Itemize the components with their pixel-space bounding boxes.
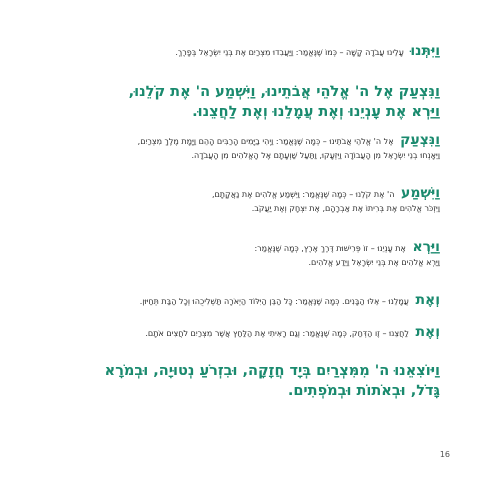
paragraph-2 xyxy=(40,133,440,163)
paragraph-5 xyxy=(40,293,440,309)
paragraph-6 xyxy=(40,325,440,341)
lead-word: וְאֶת xyxy=(415,293,440,308)
paragraph-line xyxy=(40,186,440,202)
page-number: 16 xyxy=(439,450,450,459)
verse-line: וַנִּצְעַק אֶל ה' אֱלֹהֵי אֲבֹתֵינוּ, וַיִּשְׁמַע ה' אֶת קֹלֵנוּ, xyxy=(128,84,440,100)
paragraph-1 xyxy=(40,44,440,60)
verse-line: וַיּוֹצִאֵנוּ ה' מִמִּצְרַיִם בְּיָד חֲזָקָה, וּבִזְרֹעַ נְטוּיָה, וּבְמֹרָא xyxy=(104,363,440,379)
paragraph-line-2: וַיִּזְכֹּר אֱלֹהִים אֶת בְּרִיתוֹ אֶת אַבְרָהָם, אֶת יִצְחָק וְאֶת יַעֲקֹב. xyxy=(251,204,440,213)
lead-word: וַנִּצְעַק xyxy=(400,133,440,148)
verse-line: גָּדֹל, וּבְאֹתוֹת וּבְמֹפְתִים. xyxy=(287,383,440,399)
paragraph-text: אֶת עָנְיֵנוּ – זוֹ פְּרִישׁוּת דֶּרֶךְ אֶרֶץ, כְּמָה שֶׁנֶּאֱמַר: xyxy=(254,244,406,253)
paragraph-line xyxy=(40,44,440,60)
paragraph-text: אֶל ה' אֱלֹהֵי אֲבֹתֵינוּ – כְּמָה שֶׁנֶּאֱמַר: וַיְהִי בַיָּמִים הָרַבִּים הָהֵם וַיָּמָת מֶלֶךְ מִצְרַיִם, xyxy=(137,137,394,146)
verse-1 xyxy=(40,82,440,122)
paragraph-3 xyxy=(40,186,440,216)
paragraph-text: ה' אֶת קֹלֵנוּ – כְּמָה שֶׁנֶּאֱמַר: וַיִּשְׁמַע אֱלֹהִים אֶת נַאֲקָתָם, xyxy=(211,190,395,199)
lead-word: וְאֶת xyxy=(415,325,440,340)
paragraph-line-2: וַיַּרְא אֱלֹהִים אֶת בְּנֵי יִשְׂרָאֵל וַיֵּדַע אֱלֹהִים. xyxy=(308,258,440,267)
paragraph-line-2: וַיֵּאָנְחוּ בְנֵי יִשְׂרָאֵל מִן הָעֲבוֹדָה וַיִּזְעָקוּ, וַתַּעַל שַׁוְעָתָם אֶל הָאֱלֹהִים מִן הָעֲבֹדָה. xyxy=(191,151,440,160)
paragraph-line xyxy=(40,240,440,256)
paragraph-line xyxy=(40,133,440,149)
paragraph-text: עֲמָלֵנוּ – אֵלּוּ הַבָּנִים. כְּמָה שֶׁנֶּאֱמַר: כָּל הַבֵּן הַיִּלּוֹד הַיְאֹרָה תַּשְׁלִיכֻהוּ וְכָל הַבַּת תְּחַיּוּן. xyxy=(139,297,409,306)
verse-2 xyxy=(40,361,440,401)
paragraph-line xyxy=(40,293,440,309)
paragraph-text: לַחֲצֵנוּ – זֶו הַדְּחַק, כְּמָה שֶׁנֶּאֱמַר: וְגַם רָאִיתִי אֶת הַלַּחַץ אֲשֶׁר מִצְרַיִם לֹחֲצִים אֹתָם. xyxy=(145,329,409,338)
paragraph-text: עָלֵינוּ עֲבֹדָה קָשָׁה – כְּמוֹ שֶׁנֶּאֱמַר: וַיַּעֲבִדוּ מִצְרַיִם אֶת בְּנֵי יִשְׂרָאֵל בְּפָרֶךְ. xyxy=(175,48,404,57)
lead-word: וַיִּתְּנוּ xyxy=(410,44,440,59)
lead-word: וַיִּשְׁמַע xyxy=(401,186,440,201)
lead-word: וַיַּרְא xyxy=(412,240,440,255)
paragraph-line xyxy=(40,325,440,341)
verse-line: וַיַּרְא אֶת עָנְיֵנוּ וְאֶת עֲמָלֵנוּ וְאֶת לַחֲצֵנוּ. xyxy=(192,104,440,120)
paragraph-4 xyxy=(40,240,440,270)
